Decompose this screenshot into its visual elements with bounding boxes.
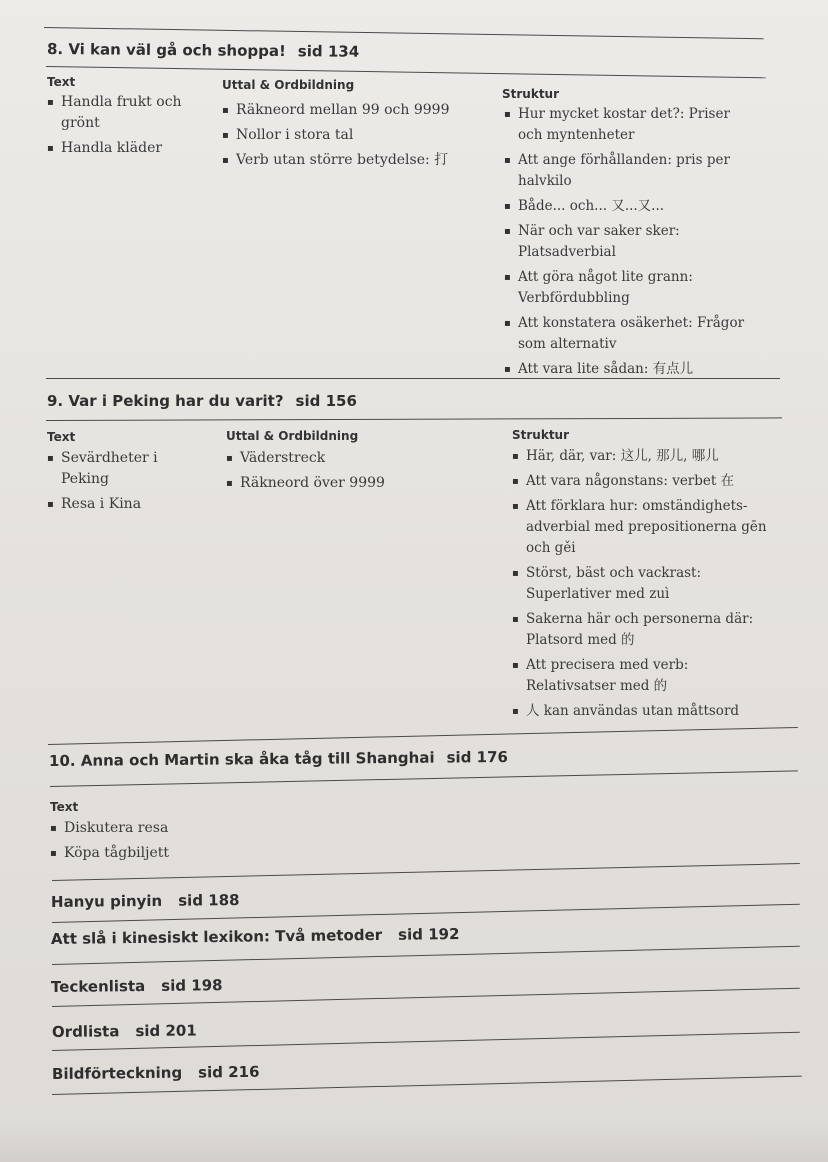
chapter-title: 10. Anna och Martin ska åka tåg till Shanghai [48,748,435,770]
uttal-list [226,448,496,498]
struktur-list [504,104,754,384]
appendix-page-ref: sid 216 [198,1062,260,1082]
uttal-list [222,100,492,175]
list-item: ▪ Resa i Kina [47,494,207,515]
appendix-ordlista [52,1021,197,1041]
list-item: ▪ Att vara lite sådan: 有点儿 [504,359,754,380]
list-item: ▪ Nollor i stora tal [222,125,492,146]
list-item: ▪ Köpa tågbiljett [50,843,250,864]
divider [46,66,766,78]
chapter-page-ref: sid 176 [446,747,508,767]
text-list [47,92,197,163]
column-heading-struktur: Struktur [502,87,560,101]
list-item: ▪ När och var saker sker: Platsadverbial [504,221,754,263]
list-item: ▪ Handla frukt och grönt [47,92,197,134]
appendix-title: Hanyu pinyin [50,891,163,911]
appendix-teckenlista [51,976,223,996]
list-item: ▪ Diskutera resa [50,818,250,839]
list-item: ▪ Att förklara hur: omständighets-adverbial med prepositionerna gēn och gěi [512,496,780,559]
list-item: ▪ 人 kan användas utan måttsord [512,701,780,722]
list-item: ▪ Väderstreck [226,448,496,469]
appendix-hanyu-pinyin [51,891,240,911]
divider [50,770,798,787]
list-item: ▪ Att ange förhållanden: pris per halvkilo [504,150,754,192]
column-heading-uttal: Uttal & Ordbildning [222,78,355,92]
appendix-page-ref: sid 192 [398,925,460,944]
divider [48,727,798,745]
text-list [47,448,207,519]
list-item: ▪ Att precisera med verb: Relativsatser med 的 [512,655,780,697]
struktur-list [512,446,780,726]
divider [46,378,780,379]
column-heading-text: Text [47,75,76,89]
list-item: ▪ Störst, bäst och vackrast: Superlativer med zuì [512,563,780,605]
list-item: ▪ Sevärdheter i Peking [47,448,207,490]
chapter-title: 8. Vi kan väl gå och shoppa! [46,40,286,61]
appendix-bildforteckning [52,1063,260,1083]
appendix-page-ref: sid 198 [161,976,223,995]
list-item: ▪ Här, där, var: 这儿, 那儿, 哪儿 [512,446,780,467]
appendix-lexikon [51,925,460,948]
appendix-page-ref: sid 201 [135,1021,197,1041]
list-item: ▪ Räkneord mellan 99 och 9999 [222,100,492,121]
list-item: ▪ Att göra något lite grann: Verbfördubbling [504,267,754,309]
chapter-9-heading [47,392,357,410]
column-heading-text: Text [50,800,79,814]
column-heading-struktur: Struktur [512,428,570,442]
appendix-page-ref: sid 188 [178,891,240,910]
divider [44,27,764,39]
text-list [50,818,250,868]
chapter-8-heading [47,40,359,61]
divider [46,417,782,421]
chapter-page-ref: sid 134 [297,42,360,61]
page-shadow [0,1122,828,1162]
divider [52,946,800,965]
appendix-title: Bildförteckning [51,1063,183,1083]
column-heading-text: Text [47,430,76,444]
list-item: ▪ Verb utan större betydelse: 打 [222,150,492,171]
chapter-title: 9. Var i Peking har du varit? [47,392,284,410]
list-item: ▪ Att konstatera osäkerhet: Frågor som alternativ [504,313,754,355]
appendix-title: Teckenlista [50,977,146,996]
column-heading-uttal: Uttal & Ordbildning [226,429,359,443]
list-item: ▪ Handla kläder [47,138,197,159]
chapter-10-heading [49,748,508,770]
list-item: ▪ Att vara någonstans: verbet 在 [512,471,780,492]
appendix-title: Att slå i kinesiskt lexikon: Två metoder [50,925,383,948]
appendix-title: Ordlista [51,1022,120,1041]
list-item: ▪ Hur mycket kostar det?: Priser och myntenheter [504,104,754,146]
chapter-page-ref: sid 156 [295,392,357,410]
list-item: ▪ Sakerna här och personerna där: Platsord med 的 [512,609,780,651]
list-item: ▪ Både... och... 又...又... [504,196,754,217]
list-item: ▪ Räkneord över 9999 [226,473,496,494]
